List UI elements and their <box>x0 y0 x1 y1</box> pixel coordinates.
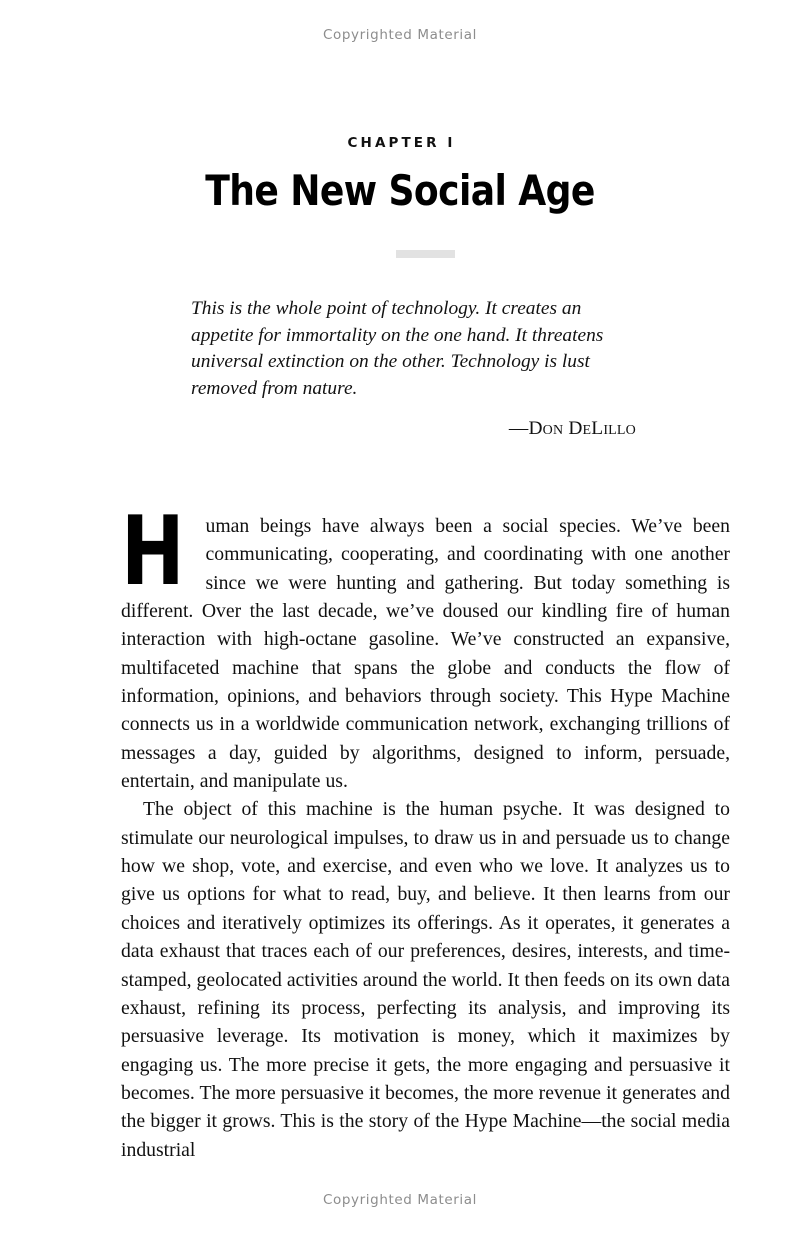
page-title: The New Social Age <box>205 166 595 215</box>
paragraph-2-text: The object of this machine is the human psyche. It was designed to stimulate our neurological impulses, to draw us in and persuade us to change how we shop, vote, and exercise, and even who we love. It analyzes us to give us options for what to read, buy, and believe. It then learns from our choices and iteratively optimizes its offerings. As it operates, it generates a data exhaust that traces each of our preferences, desires, interests, and time-stamped, geolocated activities around the world. It then feeds on its own data exhaust, refining its process, perfecting its analysis, and improving its persuasive leverage. Its motivation is money, which it maximizes by engaging us. The more precise it gets, the more engaging and persuasive it becomes. The more persuasive it becomes, the more revenue it generates and the bigger it grows. This is the story of the Hype Machine—the social media industrial <box>121 798 730 1161</box>
copyright-watermark-bottom: Copyrighted Material <box>323 1192 477 1208</box>
epigraph <box>191 296 636 442</box>
paragraph-1 <box>121 497 730 795</box>
paragraph-2 <box>121 795 730 1163</box>
epigraph-quote: This is the whole point of technology. It creates an appetite for immortality on the one hand. It threatens universal extinction on the other. Technology is lust removed from nature. <box>191 298 604 399</box>
body-text <box>121 497 730 1164</box>
epigraph-attribution: —Don DeLillo <box>508 418 636 440</box>
copyright-watermark-top: Copyrighted Material <box>323 27 477 43</box>
paragraph-1-text: uman beings have always been a social species. We’ve been communicating, cooperating, and coordinating with one another since we were hunting and gathering. But today something is different. Over the last decade, we’ve doused our kindling fire of human interaction with high-octane gasoline. We’ve constructed an expansive, multifaceted machine that spans the globe and conducts the flow of information, opinions, and behaviors through society. This Hype Machine connects us in a worldwide communication network, exchanging trillions of messages a day, guided by algorithms, designed to inform, persuade, entertain, and manipulate us. <box>121 515 730 793</box>
title-ornament-divider <box>396 250 455 258</box>
drop-cap-letter: H <box>121 497 185 607</box>
chapter-label: CHAPTER I <box>347 135 456 151</box>
